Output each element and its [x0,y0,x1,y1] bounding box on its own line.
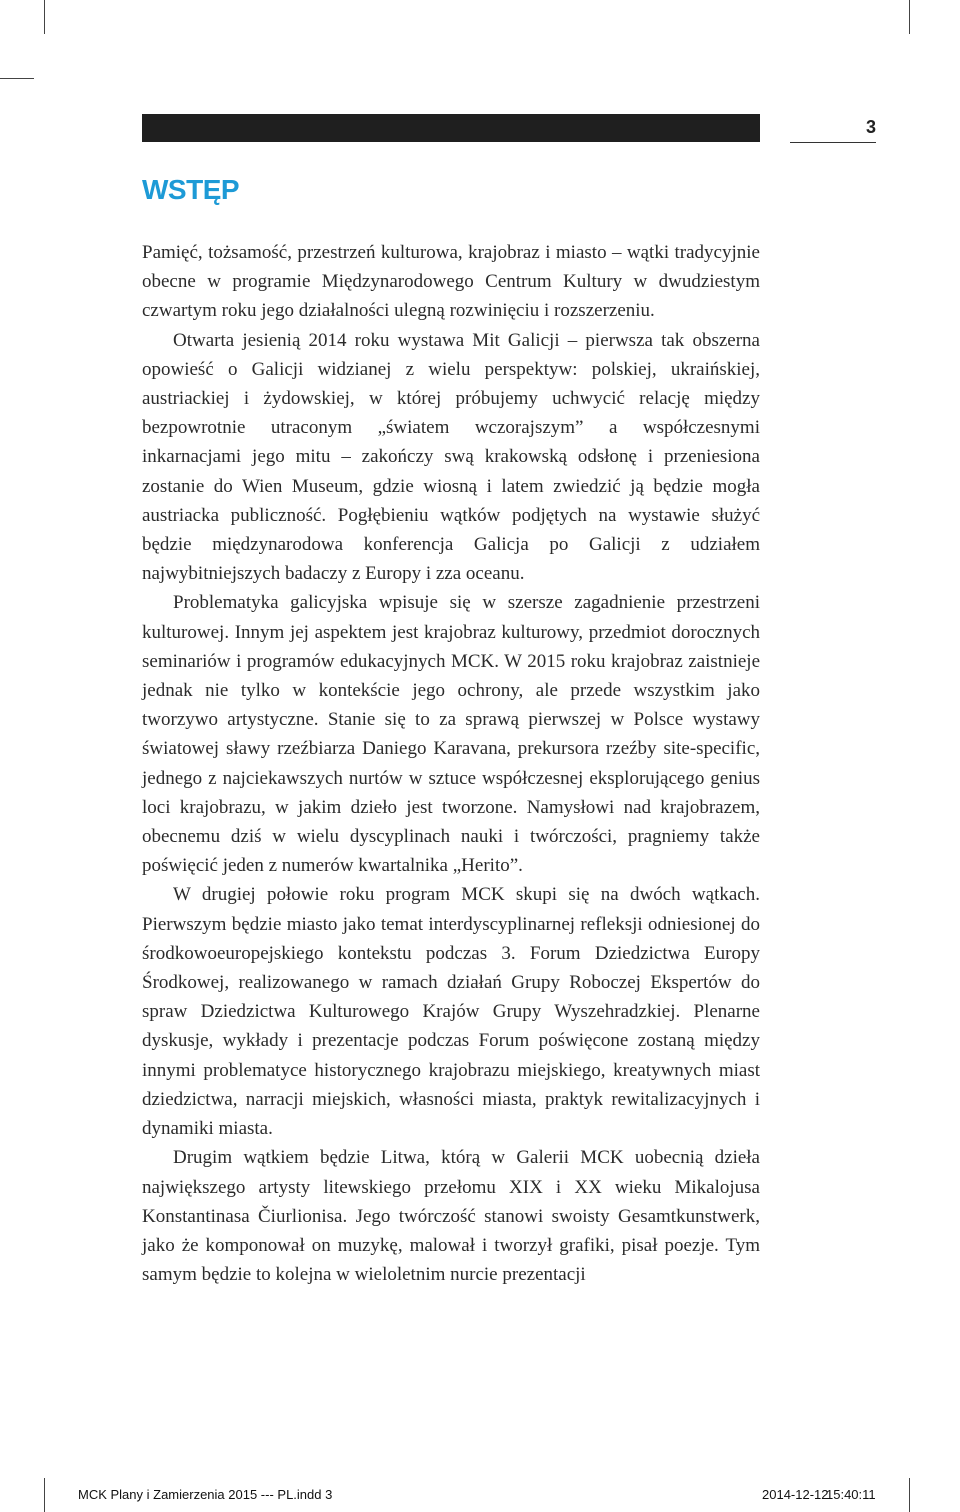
crop-mark-bottom-right [909,1478,910,1512]
header-bar [142,114,760,142]
crop-mark-top-right [909,0,910,34]
paragraph-1: Pamięć, tożsamość, przestrzeń kulturowa, krajobraz i miasto – wątki tradycyjnie obecne w programie Międzynarodowego Centrum Kultury w dwudziestym czwartym roku jego działalności ulegną rozwinięciu i rozszerzeniu. [142,242,760,322]
section-title: WSTĘP [142,174,240,205]
paragraph-5: Drugim wątkiem będzie Litwa, którą w Galerii MCK uobecnią dzieła największego artysty litewskiego przełomu XIX i XX wieku Mikalojusa Konstantinasa Čiurlionisa. Jego twórczość stanowi swoisty Gesamtkunstwerk, jako że komponował on muzykę, malował i tworzył grafiki, pisał poezje. Tym samym będzie to kolejna w wieloletnim nurcie prezentacji [142,1147,760,1286]
page-number: 3 [790,117,876,143]
paragraph-3: Problematyka galicyjska wpisuje się w szersze zagadnienie przestrzeni kulturowej. Innym jej aspektem jest krajobraz kulturowy, przedmiot dorocznych seminariów i programów edukacyjnych MCK. W 2015 roku krajobraz zaistnieje jednak nie tylko w kontekście jego ochrony, ale przede wszystkim jako tworzywo artystyczne. Stanie się to za sprawą pierwszej w Polsce wystawy światowej sławy rzeźbiarza Daniego Karavana, prekursora rzeźby site-specific, jednego z najciekawszych nurtów w sztuce współczesnej eksplorującego genius loci krajobrazu, w jakim dzieło jest tworzone. Namysłowi nad krajobrazem, obecnemu dziś w wielu dyscyplinach nauki i twórczości, pragniemy także poświęcić jeden z numerów kwartalnika „Herito”. [142,592,760,877]
crop-mark-bottom-left [44,1478,45,1512]
crop-mark-left-edge [0,78,34,79]
paragraph-2: Otwarta jesienią 2014 roku wystawa Mit Galicji – pierwsza tak obszerna opowieść o Galicji widzianej z wielu perspektyw: polskiej, ukraińskiej, austriackiej i żydowskiej, w której próbujemy uchwycić relację między bezpowrotnie utraconym „światem wczorajszym” a współczesnymi inkarnacjami jego mitu – zakończy swą krakowską odsłonę i przeniesiona zostanie do Wien Museum, gdzie wiosną i latem zwiedzić ją będzie mogła austriacka publiczność. Pogłębieniu wątków podjętych na wystawie służyć będzie międzynarodowa konferencja Galicja po Galicji z udziałem najwybitniejszych badaczy z Europy i zza oceanu. [142,329,760,585]
footer-date: 2014-12-12 [762,1487,829,1502]
body-text [142,238,760,1289]
footer-time: 15:40:11 [826,1487,876,1502]
crop-mark-top-left [44,0,45,34]
paragraph-4: W drugiej połowie roku program MCK skupi się na dwóch wątkach. Pierwszym będzie miasto jako temat interdyscyplinarnej refleksji odniesionej do środkowoeuropejskiego kontekstu podczas 3. Forum Dziedzictwa Europy Środkowej, realizowanego w ramach działań Grupy Roboczej Ekspertów do spraw Dziedzictwa Kulturowego Krajów Grupy Wyszehradzkiej. Plenarne dyskusje, wykłady i prezentacje podczas Forum poświęcone zostaną między innymi problematyce historycznego krajobrazu miejskiego, kreatywnych miast dziedzictwa, narracji miejskich, własności miasta, praktyk rewitalizacyjnych i dynamiki miasta. [142,884,760,1140]
footer-file-label: MCK Plany i Zamierzenia 2015 --- PL.indd 3 [78,1487,333,1502]
